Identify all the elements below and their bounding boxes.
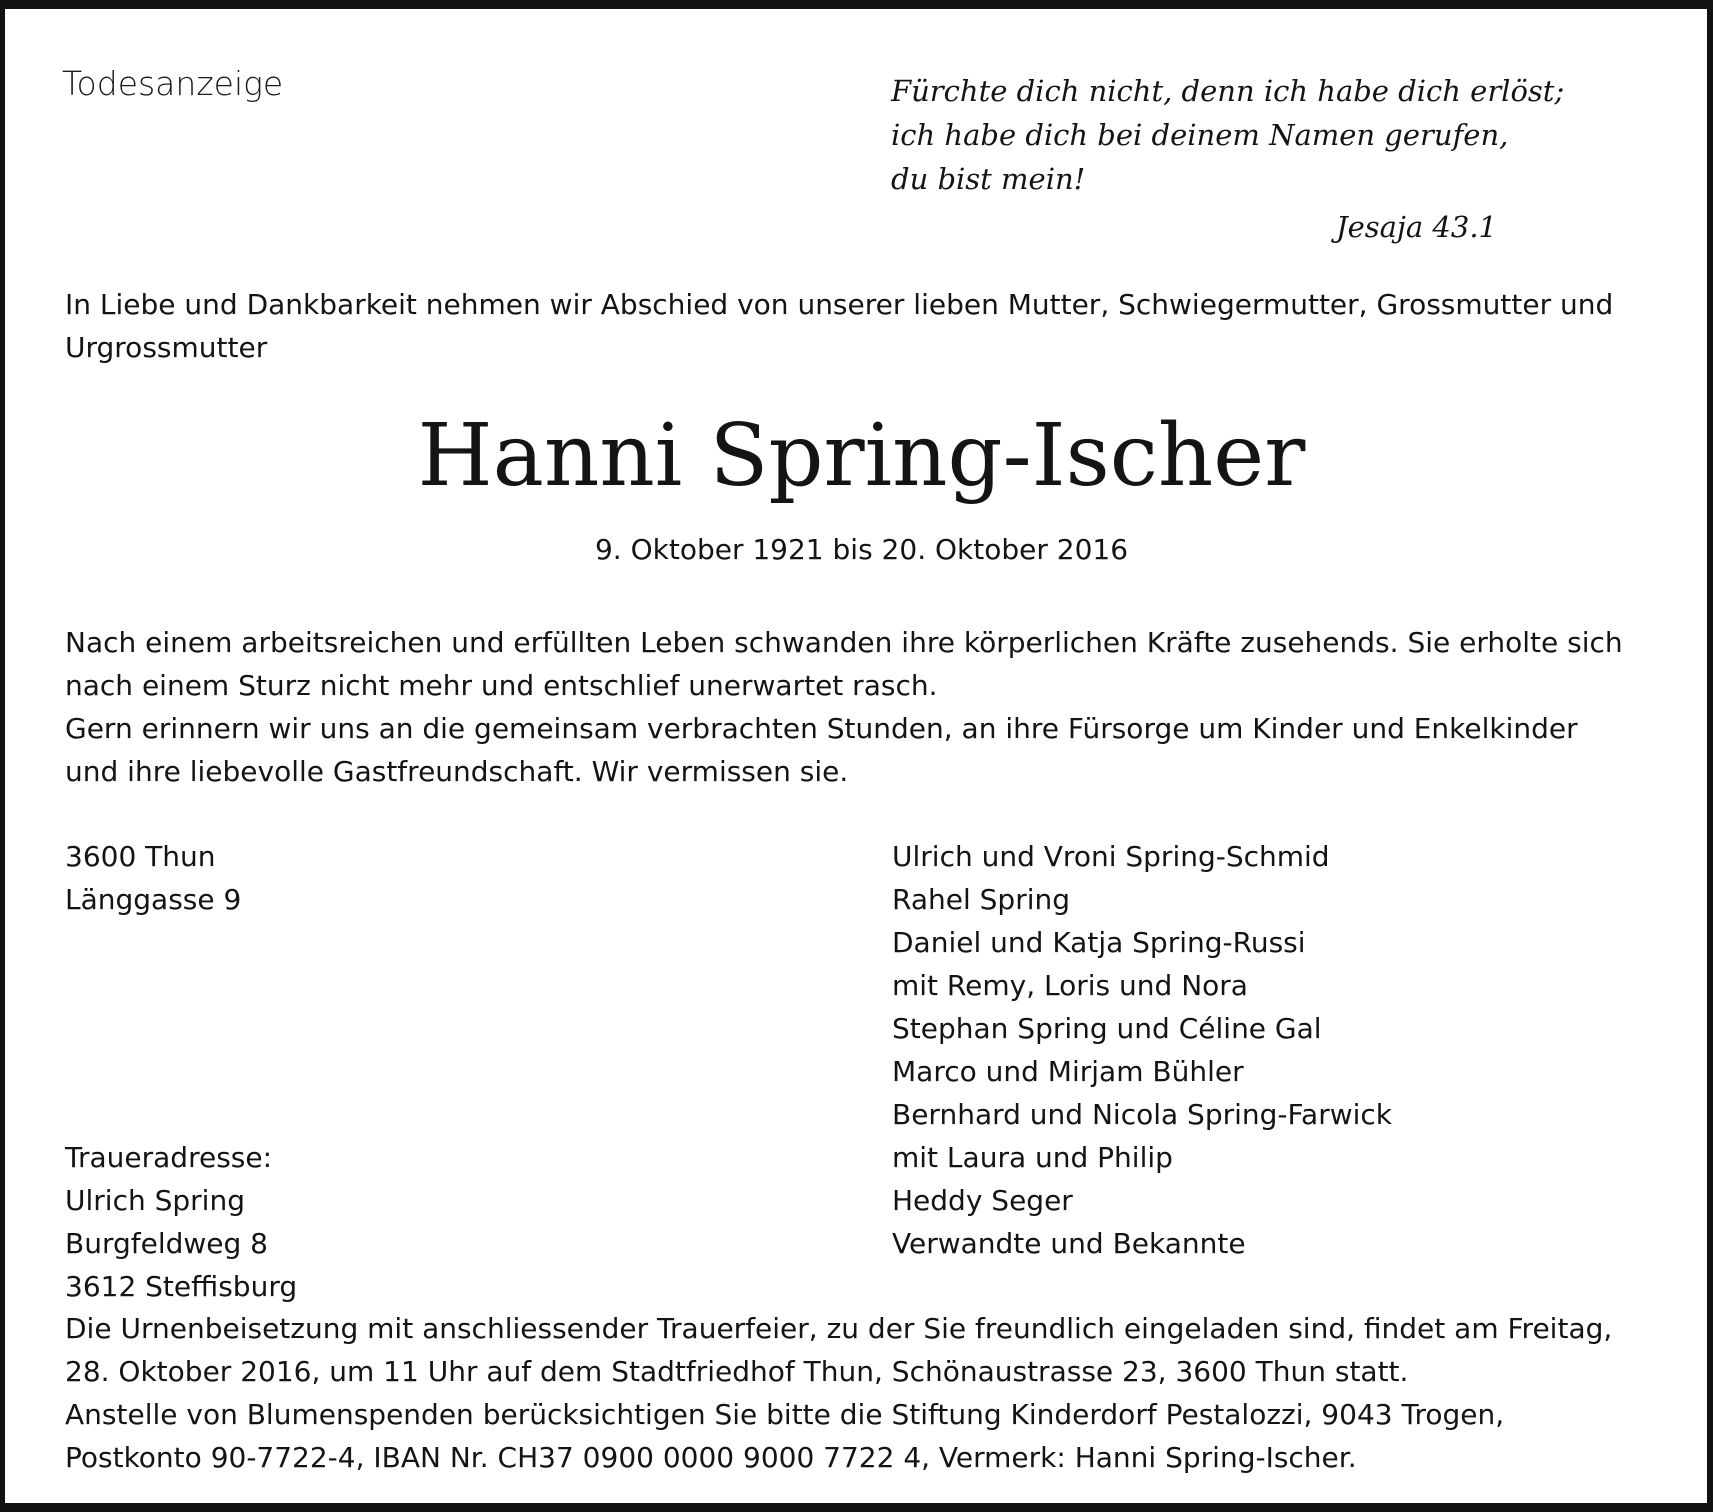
funeral-details (65, 1307, 1665, 1479)
verse-line: du bist mein! (891, 162, 1086, 196)
body-line: Nach einem arbeitsreichen und erfüllten Leben schwanden ihre körperlichen Kräfte zusehends. Sie erholte sich (65, 626, 1623, 659)
family-list (892, 835, 1672, 1265)
family-member: Marco und Mirjam Bühler (892, 1055, 1244, 1088)
intro-text (65, 283, 1665, 369)
verse-line: ich habe dich bei deinem Namen gerufen, (891, 118, 1509, 152)
family-member: mit Remy, Loris und Nora (892, 969, 1248, 1002)
footer-line: Die Urnenbeisetzung mit anschliessender Trauerfeier, zu der Sie freundlich eingeladen sind, findet am Freitag, (65, 1312, 1613, 1345)
footer-line: Anstelle von Blumenspenden berücksichtigen Sie bitte die Stiftung Kinderdorf Pestalozzi, 9043 Trogen, (65, 1398, 1505, 1431)
mourning-address-line: Ulrich Spring (65, 1184, 245, 1217)
mourning-address-line: 3612 Steffisburg (65, 1270, 298, 1303)
family-member: Verwandte und Bekannte (892, 1227, 1246, 1260)
notice-label: Todesanzeige (62, 64, 284, 103)
family-member: mit Laura und Philip (892, 1141, 1173, 1174)
family-member: Ulrich und Vroni Spring-Schmid (892, 840, 1330, 873)
body-text (65, 621, 1665, 793)
family-member: Daniel und Katja Spring-Russi (892, 926, 1306, 959)
verse-line: Fürchte dich nicht, denn ich habe dich erlöst; (891, 74, 1565, 108)
address-line: Länggasse 9 (65, 883, 242, 916)
intro-line: Urgrossmutter (65, 331, 268, 364)
mourning-address-line: Burgfeldweg 8 (65, 1227, 268, 1260)
body-line: nach einem Sturz nicht mehr und entschlief unerwartet rasch. (65, 669, 938, 702)
body-line: und ihre liebevolle Gastfreundschaft. Wir vermissen sie. (65, 755, 849, 788)
life-dates: 9. Oktober 1921 bis 20. Oktober 2016 (594, 533, 1129, 566)
deceased-name: Hanni Spring-Ischer (417, 406, 1306, 506)
family-member: Stephan Spring und Céline Gal (892, 1012, 1322, 1045)
bible-verse (891, 69, 1565, 249)
address-column (65, 835, 765, 1308)
mourning-address-heading: Traueradresse: (65, 1141, 273, 1174)
footer-line: 28. Oktober 2016, um 11 Uhr auf dem Stadtfriedhof Thun, Schönaustrasse 23, 3600 Thun statt. (65, 1355, 1409, 1388)
intro-line: In Liebe und Dankbarkeit nehmen wir Abschied von unserer lieben Mutter, Schwiegermutter, Grossmutter und (65, 288, 1614, 321)
body-line: Gern erinnern wir uns an die gemeinsam verbrachten Stunden, an ihre Fürsorge um Kinder und Enkelkinder (65, 712, 1578, 745)
family-member: Heddy Seger (892, 1184, 1073, 1217)
family-member: Bernhard und Nicola Spring-Farwick (892, 1098, 1393, 1131)
verse-reference: Jesaja 43.1 (1335, 210, 1497, 244)
address-line: 3600 Thun (65, 840, 216, 873)
family-member: Rahel Spring (892, 883, 1071, 916)
footer-line: Postkonto 90-7722-4, IBAN Nr. CH37 0900 0000 9000 7722 4, Vermerk: Hanni Spring-Ischer. (65, 1441, 1357, 1474)
